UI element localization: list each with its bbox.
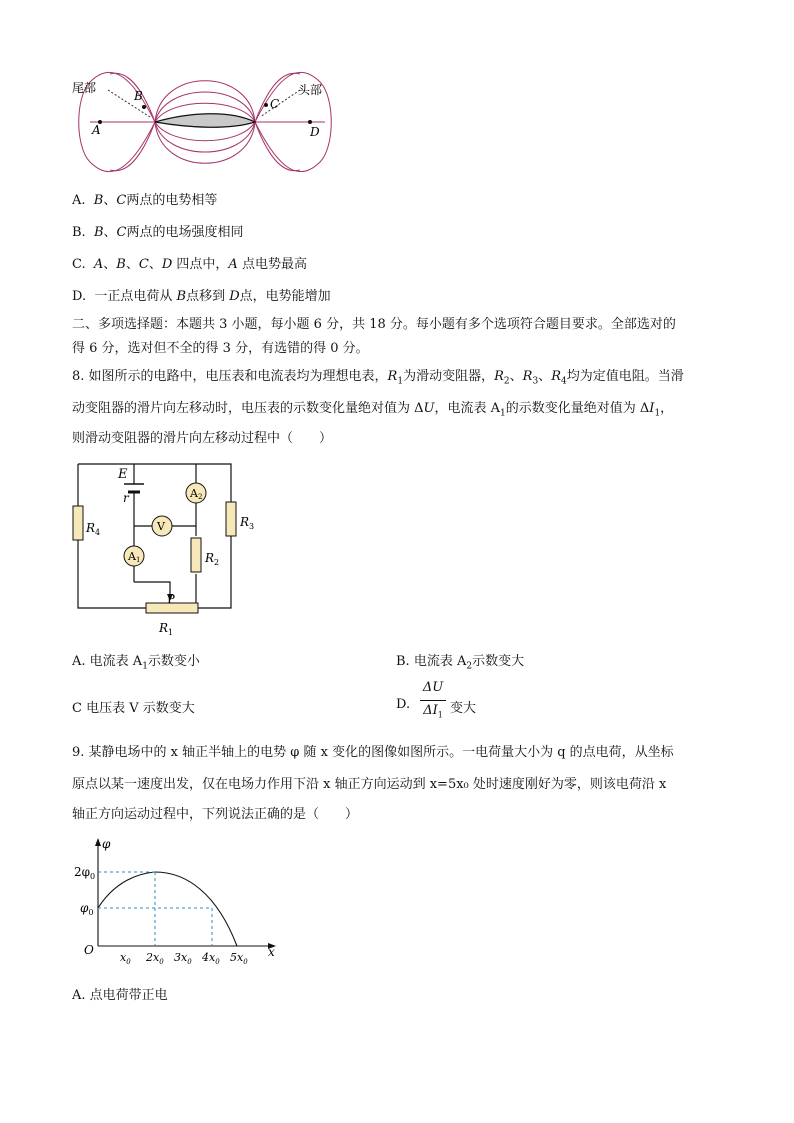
q8-option-c[interactable]: C 电压表 V 示数变大: [72, 701, 195, 716]
circuit-r4: $R_4$: [86, 521, 101, 537]
q8-line3: 则滑动变阻器的滑片向左移动过程中（ ）: [72, 431, 333, 446]
circuit-r2: $R_2$: [205, 551, 220, 567]
q9-option-a[interactable]: A. 点电荷带正电: [72, 988, 168, 1003]
circuit-diagram: [66, 456, 255, 637]
q7-option-b[interactable]: B. B、C两点的电场强度相同: [72, 225, 244, 240]
q8-line2: 动变阻器的滑片向左移动时，电压表的示数变化量绝对值为 ΔU，电流表 $A_1$的示数变化量绝对值为 $\Delta I_1$，: [72, 401, 674, 419]
circuit-e: E: [118, 467, 128, 482]
tick-2x0: $2x_0$: [146, 951, 164, 966]
q8-line1: 8. 如图所示的电路中，电压表和电流表均为理想电表，$R_1$为滑动变阻器，$R_2$、$R_3$、$R_4$均为定值电阻。当滑: [72, 369, 684, 387]
q9-line3: 轴正方向运动过程中，下列说法正确的是（ ）: [72, 807, 359, 822]
point-c-label: C: [270, 97, 280, 111]
q9-line2: 原点以某一速度出发，仅在电场力作用下沿 x 轴正方向运动到 x=5x₀ 处时速度刚好为零，则该电荷沿 x: [72, 777, 667, 792]
fraction-denominator: $\Delta I_1$: [423, 703, 443, 720]
tick-5x0: $5x_0$: [230, 951, 248, 966]
tick-2phi0: $2\varphi_0$: [74, 865, 96, 881]
circuit-v: V: [157, 520, 165, 533]
circuit-r: r: [123, 491, 129, 505]
q8-option-b[interactable]: B. 电流表 $A_2$示数变大: [396, 654, 525, 672]
tick-x0: $x_0$: [120, 951, 131, 966]
electric-field-figure: [70, 62, 340, 182]
q8-option-a[interactable]: A. 电流表 $A_1$示数变小: [72, 654, 200, 672]
section2-line2: 得 6 分，选对但不全的得 3 分，有选错的得 0 分。: [72, 341, 369, 356]
phi-axis-label: φ: [102, 837, 111, 851]
point-d-label: D: [310, 125, 320, 139]
circuit-r1: $R_1$: [159, 621, 174, 637]
origin-label: O: [84, 943, 94, 957]
q9-line1: 9. 某静电场中的 x 轴正半轴上的电势 φ 随 x 变化的图像如图所示。一电荷量大小为 q 的点电荷，从坐标: [72, 745, 674, 760]
circuit-r3: $R_3$: [240, 515, 255, 531]
point-a-label: A: [92, 123, 101, 137]
tick-3x0: $3x_0$: [174, 951, 192, 966]
tick-4x0: $4x_0$: [202, 951, 220, 966]
tick-phi0: $\varphi_0$: [80, 901, 94, 917]
q7-option-c[interactable]: C. A、B、C、D 四点中，A 点电势最高: [72, 257, 307, 272]
q7-option-d[interactable]: D. 一正点电荷从 B点移到 D点，电势能增加: [72, 289, 331, 304]
point-b-label: B: [134, 89, 143, 103]
q8-option-d[interactable]: D. ΔU $\Delta I_1$ 变大: [396, 680, 477, 720]
head-label: 头部: [298, 83, 323, 97]
q7-option-a[interactable]: A. B、C两点的电势相等: [72, 193, 218, 208]
circuit-p: P: [167, 592, 176, 606]
circuit-a1: A1: [128, 550, 141, 564]
circuit-a2: A2: [190, 487, 203, 501]
tail-label: 尾部: [72, 81, 97, 95]
fraction-numerator: ΔU: [422, 680, 444, 695]
potential-graph: [72, 834, 292, 970]
section2-line1: 二、多项选择题：本题共 3 小题，每小题 6 分，共 18 分。每小题有多个选项符合题目要求。全部选对的: [72, 317, 676, 332]
x-axis-label: x: [268, 945, 275, 959]
